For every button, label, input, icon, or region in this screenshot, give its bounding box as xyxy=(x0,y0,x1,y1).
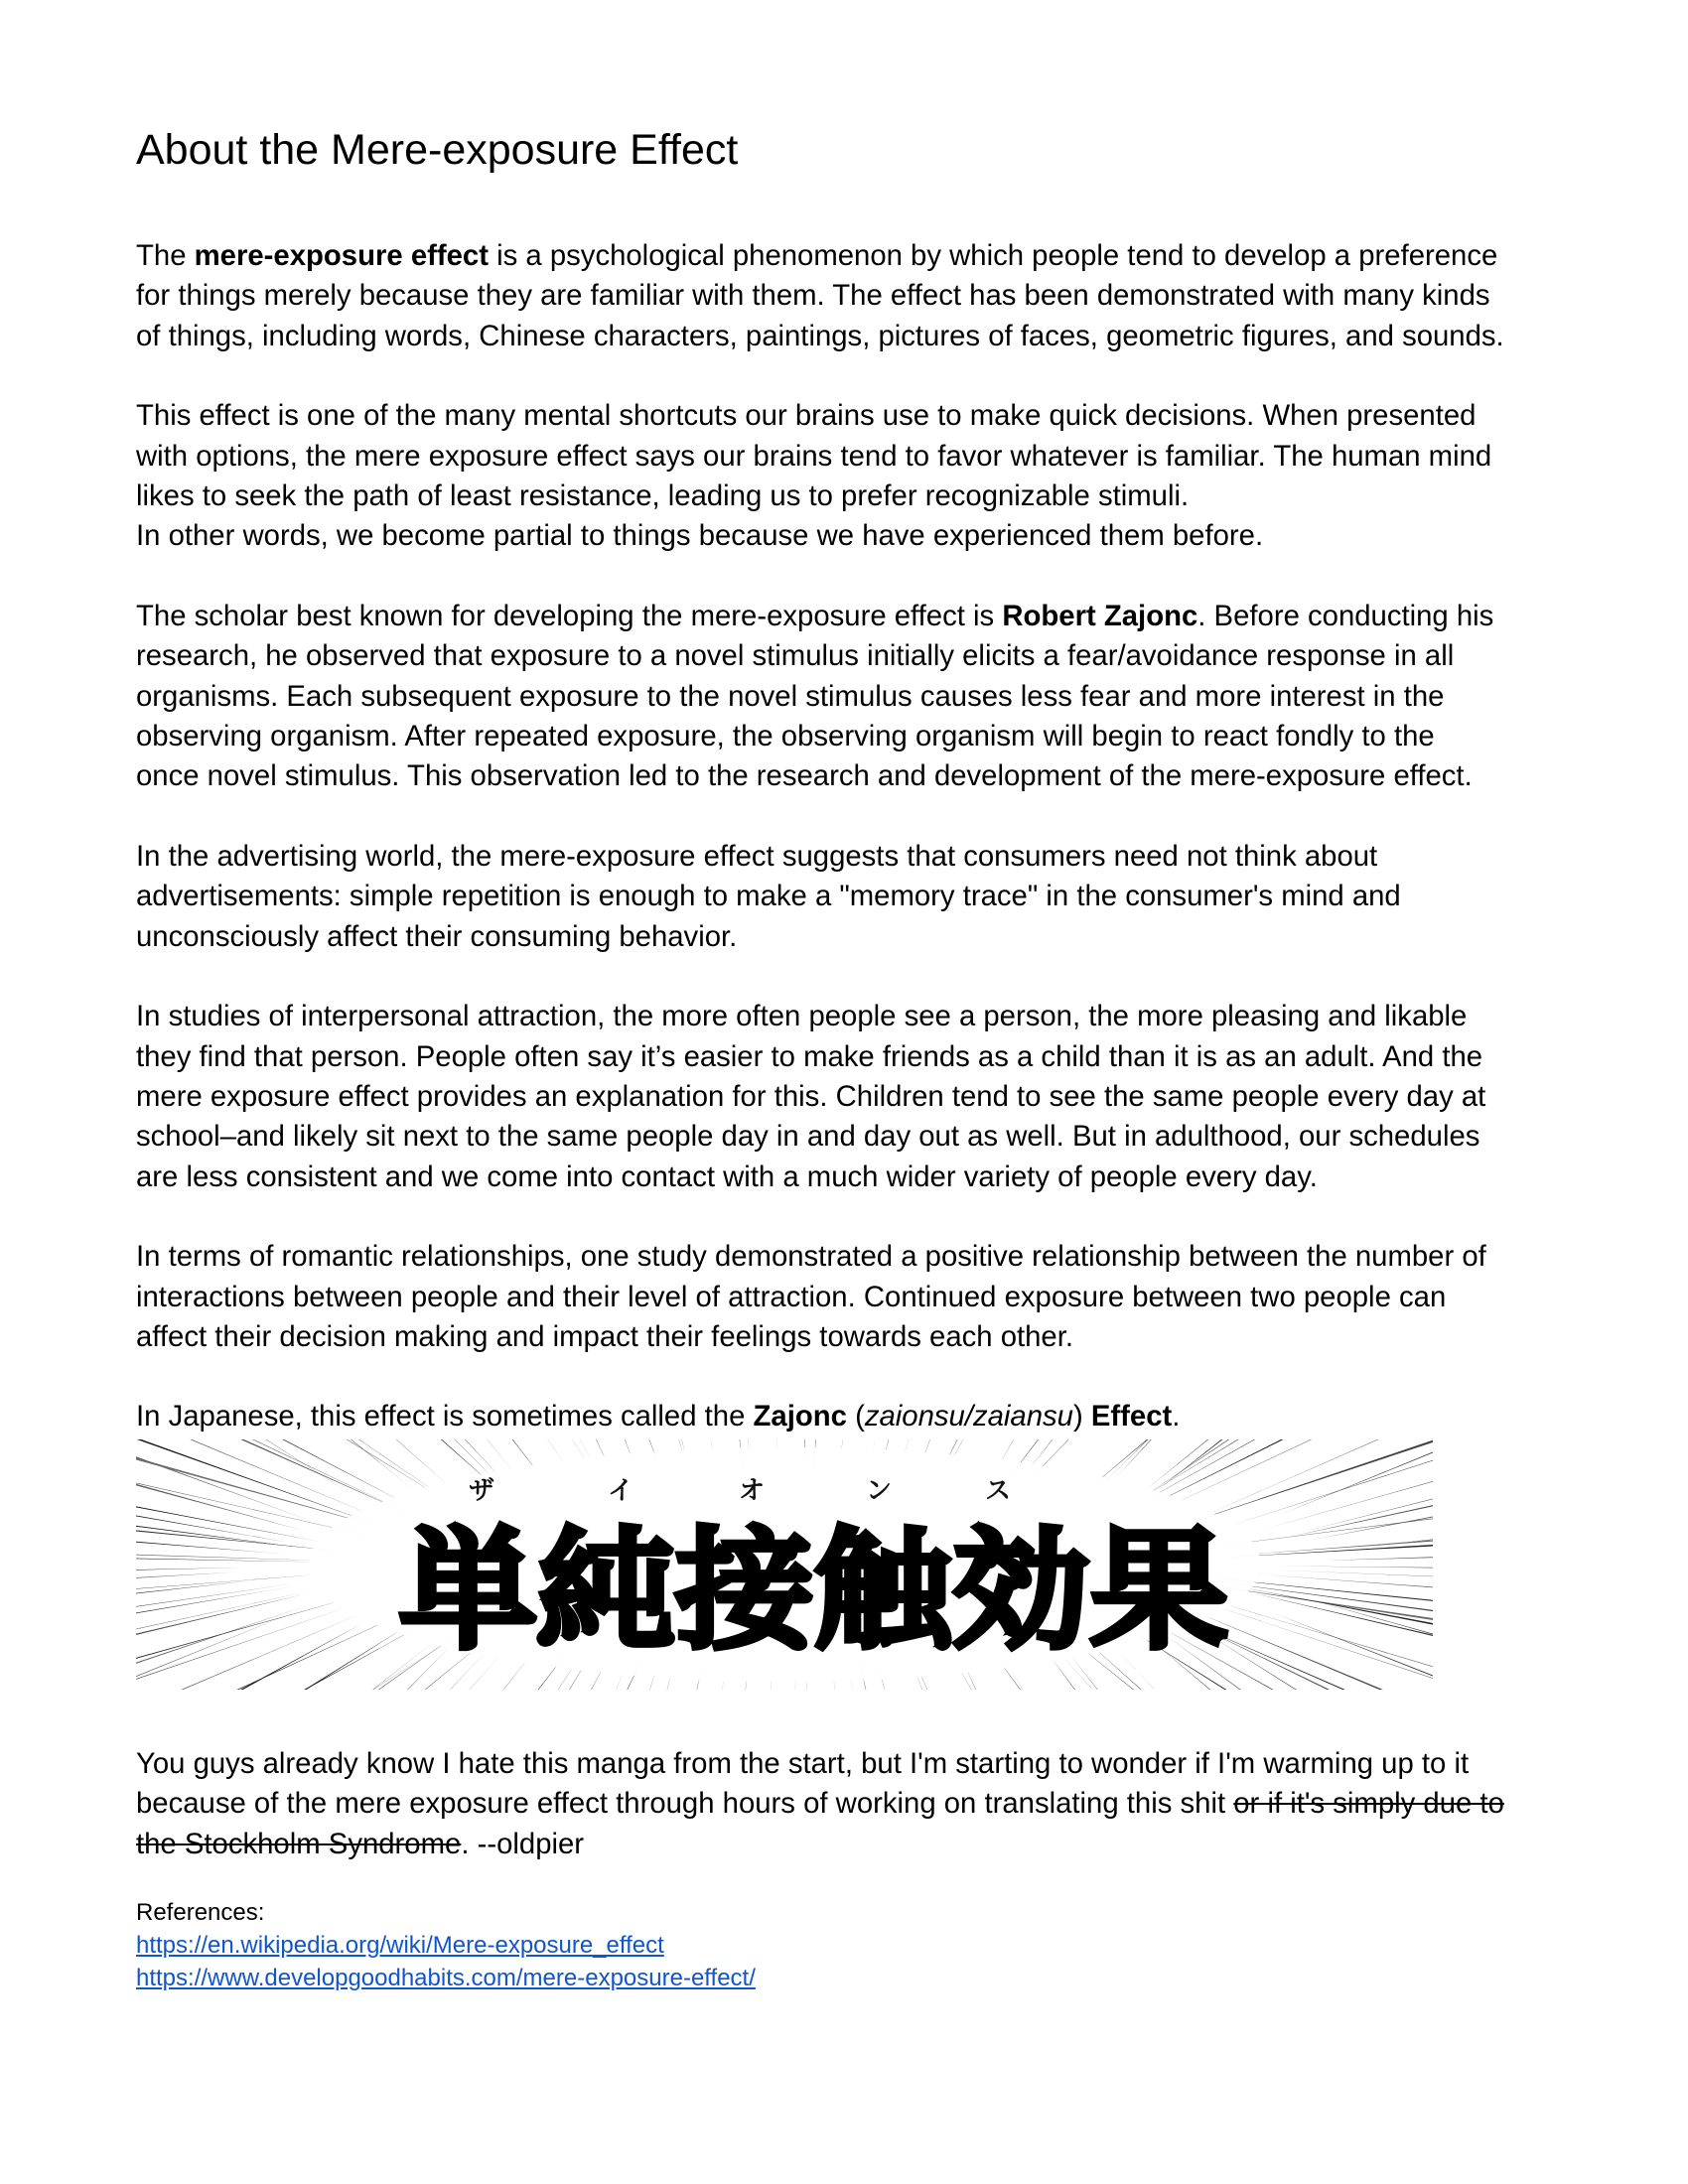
reference-link-wikipedia[interactable]: https://en.wikipedia.org/wiki/Mere-exposure_effect xyxy=(136,1931,664,1959)
paragraph-advertising xyxy=(136,837,1566,957)
kanji-title: 単純接触効果 xyxy=(399,1513,1228,1668)
text-line: because of the mere exposure effect through hours of working on translating this shit or if it's simply due to xyxy=(136,1787,1504,1821)
furigana-1: ザ xyxy=(468,1475,495,1506)
document-body xyxy=(136,125,1566,1994)
text-line: In other words, we become partial to things because we have experienced them before. xyxy=(136,519,1264,553)
text-line: This effect is one of the many mental shortcuts our brains use to make quick decisions. When presented xyxy=(136,399,1477,433)
text-line: In Japanese, this effect is sometimes called the Zajonc (zaionsu/zaiansu) Effect. xyxy=(136,1400,1181,1433)
text-line: organisms. Each subsequent exposure to the novel stimulus causes less fear and more interest in the xyxy=(136,679,1445,713)
furigana-4: ン xyxy=(865,1475,893,1506)
text-line: of things, including words, Chinese characters, paintings, pictures of faces, geometric figures, and sounds. xyxy=(136,319,1504,352)
term-effect: Effect xyxy=(1090,1400,1173,1433)
furigana-3: オ xyxy=(738,1475,766,1506)
text-line: The mere-exposure effect is a psychological phenomenon by which people tend to develop a preference xyxy=(136,239,1498,272)
text-line: research, he observed that exposure to a novel stimulus initially elicits a fear/avoidance response in all xyxy=(136,639,1455,673)
references-section xyxy=(136,1896,1566,1994)
romaji-reading: zaionsu/zaiansu xyxy=(864,1400,1073,1433)
term-zajonc: Zajonc xyxy=(753,1400,847,1433)
term-mere-exposure-effect: mere-exposure effect xyxy=(194,239,489,272)
name-robert-zajonc: Robert Zajonc xyxy=(1002,599,1198,632)
furigana-5: ス xyxy=(984,1475,1012,1506)
paragraph-shortcuts xyxy=(136,396,1566,557)
references-label: References: xyxy=(136,1898,265,1926)
text-line: school–and likely sit next to the same people day in and day out as well. But in adulthood, our schedules xyxy=(136,1120,1480,1154)
paragraph-translator-note xyxy=(136,1744,1566,1864)
text-line: with options, the mere exposure effect says our brains tend to favor whatever is familiar. The human mind xyxy=(136,439,1492,473)
paragraph-zajonc xyxy=(136,597,1566,797)
reference-link-developgoodhabits[interactable]: https://www.developgoodhabits.com/mere-exposure-effect/ xyxy=(136,1964,756,1991)
text-line: interactions between people and their level of attraction. Continued exposure between two people can xyxy=(136,1280,1447,1313)
furigana-2: イ xyxy=(607,1475,634,1506)
paragraph-interpersonal xyxy=(136,997,1566,1197)
text-line: are less consistent and we come into contact with a much wider variety of people every day. xyxy=(136,1160,1318,1193)
paragraph-romantic xyxy=(136,1237,1566,1357)
paragraph-japanese xyxy=(136,1397,1566,1436)
page-title: About the Mere-exposure Effect xyxy=(136,126,739,174)
text-line: observing organism. After repeated exposure, the observing organism will begin to react fondly to the xyxy=(136,720,1435,753)
manga-text-graphic xyxy=(136,1439,1433,1690)
text-line: The scholar best known for developing the mere-exposure effect is Robert Zajonc. Before conducting his xyxy=(136,599,1494,632)
text-line: the Stockholm Syndrome. --oldpier xyxy=(136,1827,585,1860)
text-line: for things merely because they are familiar with them. The effect has been demonstrated with many kinds xyxy=(136,279,1490,313)
text-line: You guys already know I hate this manga from the start, but I'm starting to wonder if I'm warming up to it xyxy=(136,1746,1470,1780)
paragraph-definition xyxy=(136,236,1566,356)
text-line: In studies of interpersonal attraction, the more often people see a person, the more pleasing and likable xyxy=(136,1000,1468,1033)
text-line: affect their decision making and impact their feelings towards each other. xyxy=(136,1319,1073,1353)
strikethrough-text: or if it's simply due to xyxy=(1233,1787,1504,1821)
text-line: they find that person. People often say it’s easier to make friends as a child than it is as an adult. And the xyxy=(136,1039,1483,1073)
text-line: In terms of romantic relationships, one study demonstrated a positive relationship between the number of xyxy=(136,1240,1486,1274)
text-line: unconsciously affect their consuming behavior. xyxy=(136,919,738,953)
text-line: advertisements: simple repetition is enough to make a "memory trace" in the consumer's mind and xyxy=(136,880,1401,913)
manga-title-image xyxy=(136,1439,1433,1690)
text-line: mere exposure effect provides an explanation for this. Children tend to see the same people every day at xyxy=(136,1079,1486,1113)
strikethrough-text: the Stockholm Syndrome xyxy=(136,1827,462,1860)
text-line: likes to seek the path of least resistance, leading us to prefer recognizable stimuli. xyxy=(136,479,1190,513)
text-line: In the advertising world, the mere-exposure effect suggests that consumers need not think about xyxy=(136,839,1378,873)
text-line: once novel stimulus. This observation led to the research and development of the mere-exposure effect. xyxy=(136,759,1473,793)
